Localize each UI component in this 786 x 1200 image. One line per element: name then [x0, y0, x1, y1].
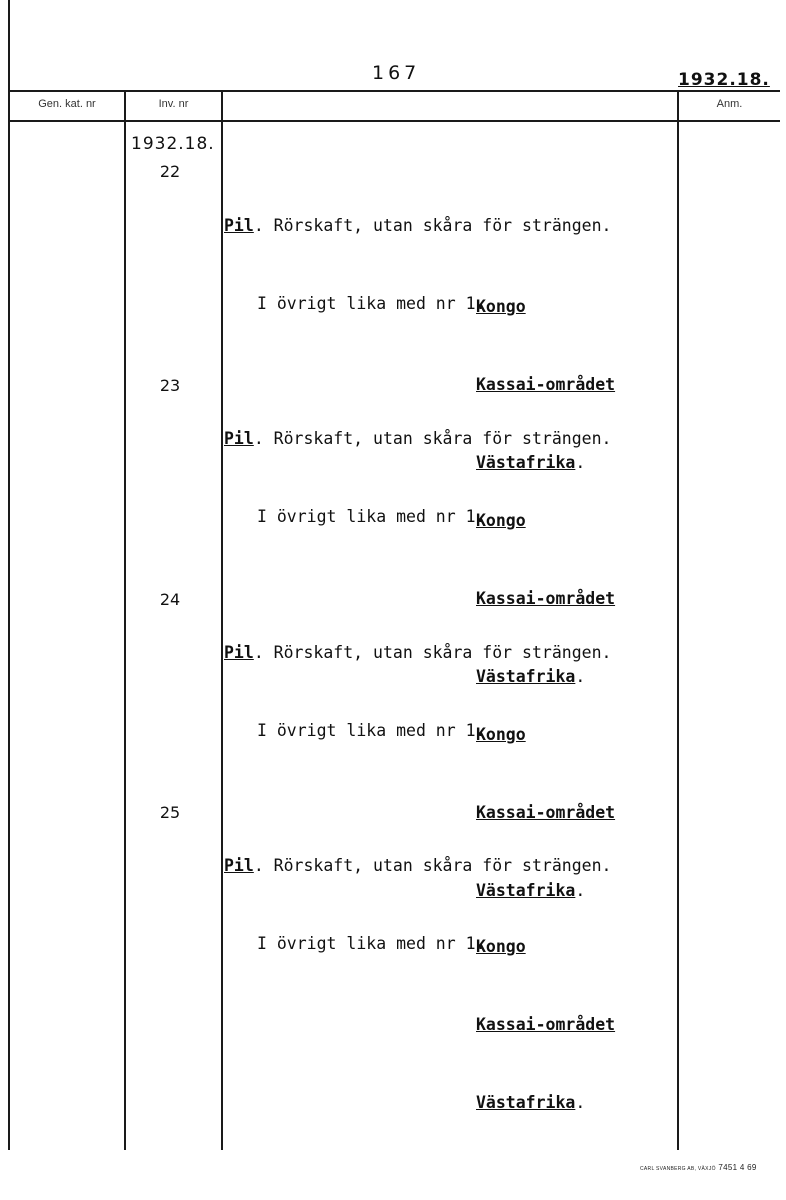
- place-end-mark: .: [575, 881, 586, 900]
- description-text: . Rörskaft, utan skåra för strängen.: [253, 216, 612, 235]
- left-margin-line: [8, 0, 10, 1150]
- column-divider-inv-desc: [221, 90, 223, 1150]
- place-end-mark: .: [575, 667, 586, 686]
- place-country: Kongo: [476, 511, 526, 530]
- place-region: Kassai-området: [476, 375, 616, 394]
- form-code: 7451 4 69: [718, 1163, 757, 1172]
- place-end-mark: .: [575, 1093, 586, 1112]
- printer-imprint: [640, 1163, 757, 1172]
- column-header-inv: Inv. nr: [158, 98, 189, 110]
- place-country: Kongo: [476, 297, 526, 316]
- column-divider-desc-anm: [677, 90, 679, 1150]
- place-region: Kassai-området: [476, 589, 616, 608]
- description-text: . Rörskaft, utan skåra för strängen.: [253, 856, 612, 875]
- place-country: Kongo: [476, 725, 526, 744]
- object-name: Pil: [224, 856, 254, 875]
- place-block: [476, 882, 615, 1168]
- place-continent: Västafrika: [476, 667, 576, 686]
- inv-number: 22: [159, 162, 181, 181]
- inv-number: 25: [159, 803, 181, 822]
- description-line-2: I övrigt lika med nr 1.: [257, 294, 486, 313]
- place-end-mark: .: [575, 453, 586, 472]
- page-number: 167: [372, 62, 421, 84]
- place-region: Kassai-området: [476, 803, 616, 822]
- serial-in-column: 1932.18.: [131, 134, 215, 154]
- place-country: Kongo: [476, 937, 526, 956]
- description-line-2: I övrigt lika med nr 1.: [257, 934, 486, 953]
- object-name: Pil: [224, 429, 254, 448]
- description-text: . Rörskaft, utan skåra för strängen.: [253, 643, 612, 662]
- inv-number: 24: [159, 590, 181, 609]
- description-line-2: I övrigt lika med nr 1.: [257, 507, 486, 526]
- description-line-2: I övrigt lika med nr 1.: [257, 721, 486, 740]
- inv-number: 23: [159, 376, 181, 395]
- place-continent: Västafrika: [476, 453, 576, 472]
- column-header-gen-kat: Gen. kat. nr: [38, 98, 96, 110]
- object-name: Pil: [224, 643, 254, 662]
- column-divider-gen-inv: [124, 90, 126, 1150]
- description-text: . Rörskaft, utan skåra för strängen.: [253, 429, 612, 448]
- place-continent: Västafrika: [476, 881, 576, 900]
- serial-header: 1932.18.: [678, 70, 770, 90]
- place-continent: Västafrika: [476, 1093, 576, 1112]
- column-header-anm: Anm.: [716, 98, 743, 110]
- place-region: Kassai-området: [476, 1015, 616, 1034]
- object-name: Pil: [224, 216, 254, 235]
- printer-name: CARL SVANBERG AB, VÄXJÖ: [640, 1166, 716, 1172]
